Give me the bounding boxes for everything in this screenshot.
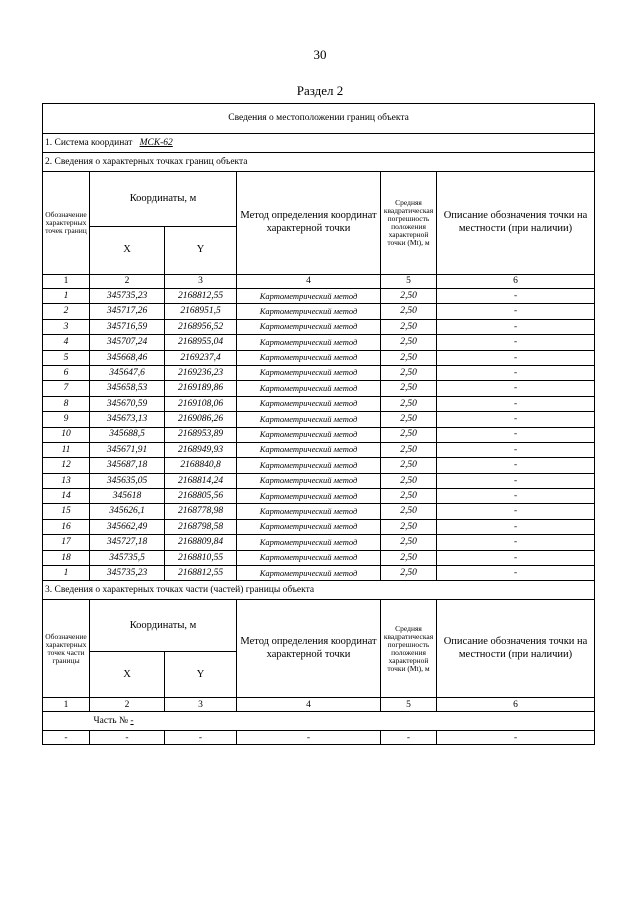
- header-y: Y: [165, 227, 237, 275]
- coord-x-cell: 345635,05: [90, 473, 165, 488]
- coord-y-cell: 2168953,89: [165, 427, 237, 442]
- method-cell: Картометрический метод: [237, 335, 381, 350]
- point-id-cell: 10: [43, 427, 90, 442]
- part-row: [90, 712, 595, 731]
- section2-title: 2. Сведения о характерных точках границ объекта: [43, 153, 595, 172]
- coord-x-cell: 345662,49: [90, 519, 165, 534]
- description-cell: -: [437, 289, 595, 304]
- coord-x-cell: 345673,13: [90, 412, 165, 427]
- coord-y-cell: 2169237,4: [165, 350, 237, 365]
- point-row: [43, 350, 595, 365]
- description-cell: -: [437, 319, 595, 334]
- method-cell: Картометрический метод: [237, 504, 381, 519]
- coord-x-cell: 345735,23: [90, 566, 165, 581]
- header-method-part: Метод определения координат характерной точки: [237, 600, 381, 698]
- header-accuracy-part: Средняя квадратическая погрешность положения характерной точки (Мt), м: [381, 600, 437, 698]
- method-cell: Картометрический метод: [237, 412, 381, 427]
- point-row: [43, 365, 595, 380]
- method-cell: Картометрический метод: [237, 427, 381, 442]
- accuracy-cell: 2,50: [381, 365, 437, 380]
- method-cell: Картометрический метод: [237, 566, 381, 581]
- col-num: 6: [437, 275, 595, 289]
- accuracy-cell: 2,50: [381, 550, 437, 565]
- description-cell: -: [437, 504, 595, 519]
- accuracy-cell: 2,50: [381, 566, 437, 581]
- coord-y-cell: 2168810,55: [165, 550, 237, 565]
- description-cell: -: [437, 519, 595, 534]
- column-numbers-row: [43, 275, 595, 289]
- description-cell: -: [437, 427, 595, 442]
- point-row: [43, 412, 595, 427]
- accuracy-cell: 2,50: [381, 427, 437, 442]
- point-row: [43, 396, 595, 411]
- method-cell: Картометрический метод: [237, 519, 381, 534]
- method-cell: Картометрический метод: [237, 442, 381, 457]
- coord-y-cell: 2169086,26: [165, 412, 237, 427]
- point-row: [43, 504, 595, 519]
- coord-x-cell: 345658,53: [90, 381, 165, 396]
- point-row: [43, 319, 595, 334]
- page-number: 30: [313, 47, 327, 62]
- point-row: [43, 335, 595, 350]
- coord-x-cell: 345647,6: [90, 365, 165, 380]
- method-cell: Картометрический метод: [237, 381, 381, 396]
- empty-cell: -: [381, 731, 437, 745]
- accuracy-cell: 2,50: [381, 304, 437, 319]
- method-cell: Картометрический метод: [237, 365, 381, 380]
- point-row: [43, 566, 595, 581]
- description-cell: -: [437, 381, 595, 396]
- point-id-cell: 13: [43, 473, 90, 488]
- empty-cell: -: [165, 731, 237, 745]
- point-row: [43, 442, 595, 457]
- coordinate-system-value: МСК-62: [139, 137, 173, 148]
- col-num: 3: [165, 275, 237, 289]
- col-num: 5: [381, 698, 437, 712]
- coord-y-cell: 2168805,56: [165, 489, 237, 504]
- point-row: [43, 304, 595, 319]
- point-row: [43, 489, 595, 504]
- accuracy-cell: 2,50: [381, 412, 437, 427]
- col-num: 2: [90, 275, 165, 289]
- header-x-part: X: [90, 652, 165, 698]
- accuracy-cell: 2,50: [381, 350, 437, 365]
- point-id-cell: 11: [43, 442, 90, 457]
- coord-y-cell: 2168778,98: [165, 504, 237, 519]
- point-row: [43, 381, 595, 396]
- method-cell: Картометрический метод: [237, 304, 381, 319]
- col-num: 4: [237, 698, 381, 712]
- coord-y-cell: 2168956,52: [165, 319, 237, 334]
- description-cell: -: [437, 550, 595, 565]
- header-coordinates-part: Координаты, м: [90, 600, 237, 652]
- description-cell: -: [437, 473, 595, 488]
- point-id-cell: 17: [43, 535, 90, 550]
- description-cell: -: [437, 535, 595, 550]
- accuracy-cell: 2,50: [381, 504, 437, 519]
- empty-cell: -: [237, 731, 381, 745]
- header-accuracy: Средняя квадратическая погрешность положения характерной точки (Мt), м: [381, 172, 437, 275]
- empty-cell: -: [437, 731, 595, 745]
- accuracy-cell: 2,50: [381, 442, 437, 457]
- accuracy-cell: 2,50: [381, 473, 437, 488]
- accuracy-cell: 2,50: [381, 289, 437, 304]
- coord-x-cell: 345668,46: [90, 350, 165, 365]
- description-cell: -: [437, 365, 595, 380]
- col-num: 2: [90, 698, 165, 712]
- coord-x-cell: 345687,18: [90, 458, 165, 473]
- point-id-cell: 1: [43, 566, 90, 581]
- coord-y-cell: 2169189,86: [165, 381, 237, 396]
- header-description: Описание обозначения точки на местности (при наличии): [437, 172, 595, 275]
- method-cell: Картометрический метод: [237, 350, 381, 365]
- point-id-cell: 1: [43, 289, 90, 304]
- coord-y-cell: 2168814,24: [165, 473, 237, 488]
- description-cell: -: [437, 350, 595, 365]
- table-title: Сведения о местоположении границ объекта: [43, 104, 595, 134]
- part-label: Часть №: [93, 716, 129, 727]
- coord-y-cell: 2168812,55: [165, 289, 237, 304]
- method-cell: Картометрический метод: [237, 473, 381, 488]
- section-title: Раздел 2: [296, 83, 344, 98]
- accuracy-cell: 2,50: [381, 519, 437, 534]
- coordinate-system-label: 1. Система координат: [45, 137, 133, 148]
- empty-cell: -: [43, 731, 90, 745]
- point-id-cell: 14: [43, 489, 90, 504]
- point-id-cell: 9: [43, 412, 90, 427]
- col-num: 5: [381, 275, 437, 289]
- header-method: Метод определения координат характерной точки: [237, 172, 381, 275]
- col-num: 6: [437, 698, 595, 712]
- method-cell: Картометрический метод: [237, 396, 381, 411]
- header-description-part: Описание обозначения точки на местности (при наличии): [437, 600, 595, 698]
- coord-x-cell: 345735,23: [90, 289, 165, 304]
- description-cell: -: [437, 304, 595, 319]
- coord-y-cell: 2168840,8: [165, 458, 237, 473]
- col-num: 1: [43, 698, 90, 712]
- point-id-cell: 12: [43, 458, 90, 473]
- coord-x-cell: 345727,18: [90, 535, 165, 550]
- coord-x-cell: 345618: [90, 489, 165, 504]
- description-cell: -: [437, 412, 595, 427]
- coord-y-cell: 2168809,84: [165, 535, 237, 550]
- method-cell: Картометрический метод: [237, 489, 381, 504]
- method-cell: Картометрический метод: [237, 535, 381, 550]
- coord-y-cell: 2169108,06: [165, 396, 237, 411]
- column-numbers-row-part: [43, 698, 595, 712]
- point-row: [43, 427, 595, 442]
- description-cell: -: [437, 566, 595, 581]
- part-number: -: [130, 716, 134, 727]
- method-cell: Картометрический метод: [237, 458, 381, 473]
- empty-cell: -: [90, 731, 165, 745]
- coord-y-cell: 2168955,04: [165, 335, 237, 350]
- header-coordinates: Координаты, м: [90, 172, 237, 227]
- coord-x-cell: 345716,59: [90, 319, 165, 334]
- description-cell: -: [437, 442, 595, 457]
- point-id-cell: 15: [43, 504, 90, 519]
- accuracy-cell: 2,50: [381, 535, 437, 550]
- point-id-cell: 6: [43, 365, 90, 380]
- coordinate-system-row: [43, 134, 595, 153]
- point-row: [43, 550, 595, 565]
- accuracy-cell: 2,50: [381, 396, 437, 411]
- header-point-id: Обозначение характерных точек границ: [43, 172, 90, 275]
- point-id-cell: 2: [43, 304, 90, 319]
- point-row: [43, 519, 595, 534]
- point-id-cell: 4: [43, 335, 90, 350]
- col-num: 4: [237, 275, 381, 289]
- boundary-table: [42, 103, 595, 745]
- coord-x-cell: 345670,59: [90, 396, 165, 411]
- point-row: [43, 473, 595, 488]
- point-row: [43, 458, 595, 473]
- point-id-cell: 7: [43, 381, 90, 396]
- coord-x-cell: 345735,5: [90, 550, 165, 565]
- accuracy-cell: 2,50: [381, 489, 437, 504]
- header-x: X: [90, 227, 165, 275]
- col-num: 3: [165, 698, 237, 712]
- description-cell: -: [437, 396, 595, 411]
- accuracy-cell: 2,50: [381, 319, 437, 334]
- accuracy-cell: 2,50: [381, 381, 437, 396]
- point-id-cell: 3: [43, 319, 90, 334]
- point-id-cell: 8: [43, 396, 90, 411]
- description-cell: -: [437, 458, 595, 473]
- col-num: 1: [43, 275, 90, 289]
- method-cell: Картометрический метод: [237, 289, 381, 304]
- description-cell: -: [437, 335, 595, 350]
- section3-title: 3. Сведения о характерных точках части (частей) границы объекта: [43, 581, 595, 600]
- coord-x-cell: 345717,26: [90, 304, 165, 319]
- empty-part-row: [43, 731, 595, 745]
- point-row: [43, 289, 595, 304]
- description-cell: -: [437, 489, 595, 504]
- coord-x-cell: 345626,1: [90, 504, 165, 519]
- accuracy-cell: 2,50: [381, 335, 437, 350]
- header-y-part: Y: [165, 652, 237, 698]
- point-id-cell: 16: [43, 519, 90, 534]
- coord-x-cell: 345707,24: [90, 335, 165, 350]
- coord-y-cell: 2168951,5: [165, 304, 237, 319]
- header-point-id-part: Обозначение характерных точек части границы: [43, 600, 90, 698]
- point-id-cell: 5: [43, 350, 90, 365]
- point-id-cell: 18: [43, 550, 90, 565]
- method-cell: Картометрический метод: [237, 550, 381, 565]
- coord-y-cell: 2168949,93: [165, 442, 237, 457]
- coord-y-cell: 2168812,55: [165, 566, 237, 581]
- point-row: [43, 535, 595, 550]
- coord-y-cell: 2169236,23: [165, 365, 237, 380]
- coord-x-cell: 345688,5: [90, 427, 165, 442]
- coord-y-cell: 2168798,58: [165, 519, 237, 534]
- method-cell: Картометрический метод: [237, 319, 381, 334]
- coord-x-cell: 345671,91: [90, 442, 165, 457]
- accuracy-cell: 2,50: [381, 458, 437, 473]
